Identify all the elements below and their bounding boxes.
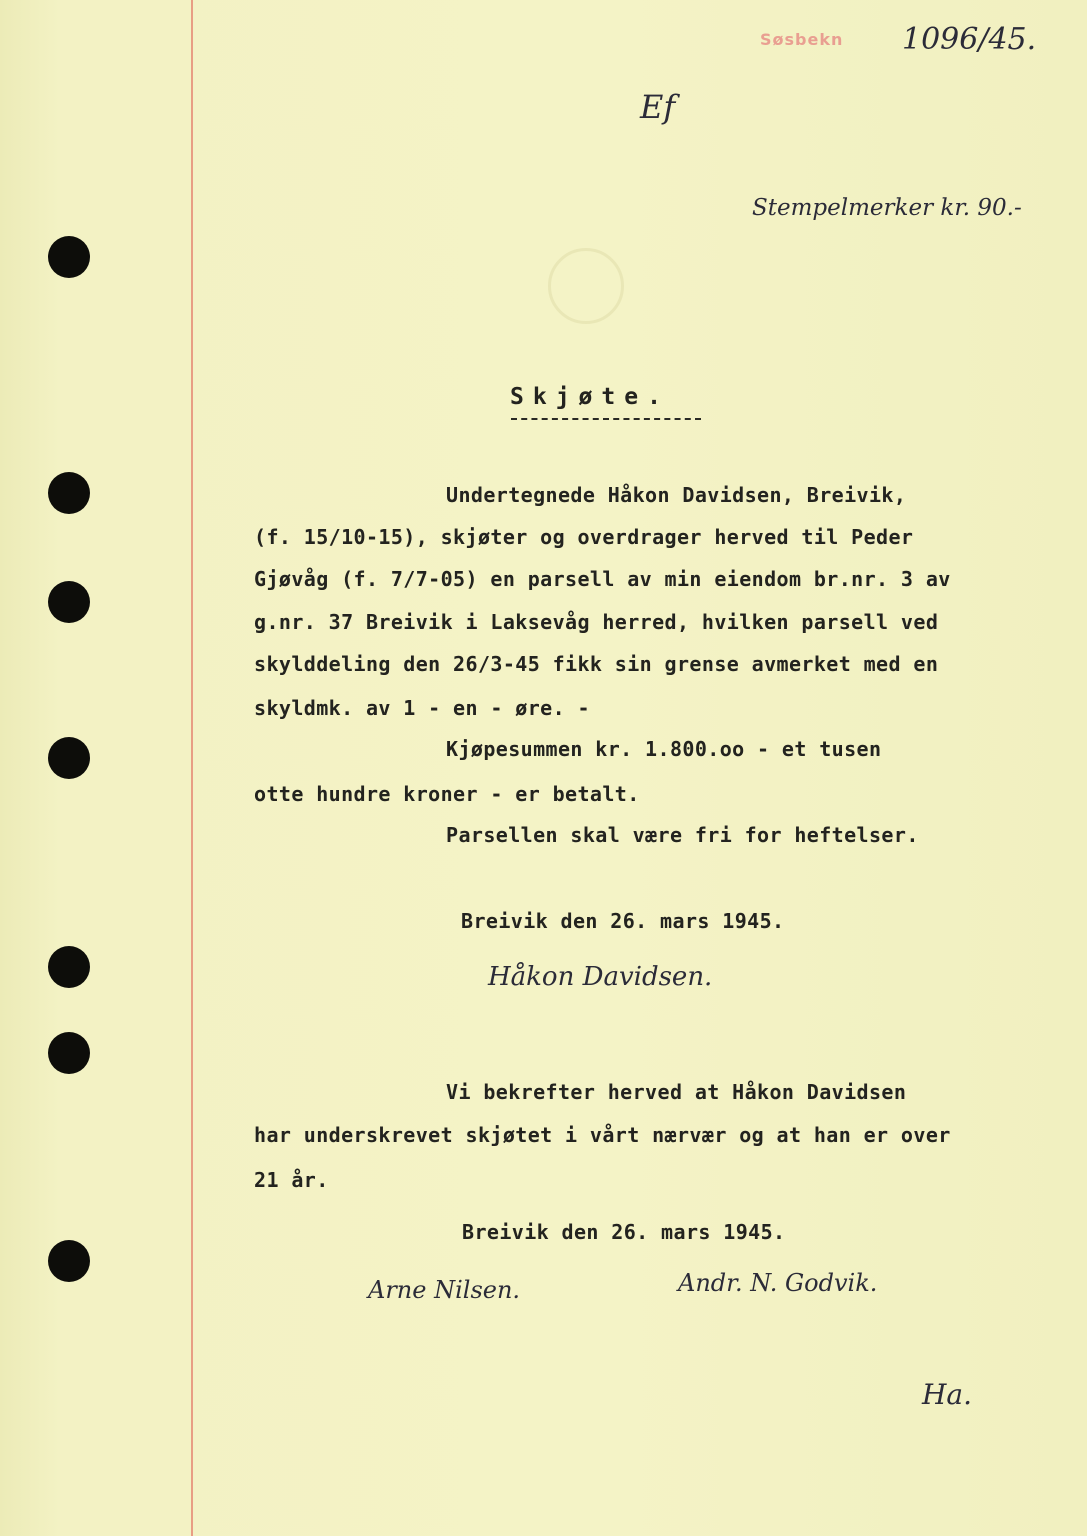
punch-hole: [48, 1032, 90, 1074]
punch-hole: [48, 946, 90, 988]
case-number: 1096/45.: [902, 22, 1037, 57]
witness-line: Vi bekrefter herved at Håkon Davidsen: [446, 1080, 907, 1104]
margin-rule: [191, 0, 193, 1536]
body-line: g.nr. 37 Breivik i Laksevåg herred, hvilken parsell ved: [254, 610, 939, 634]
body-line: skylddeling den 26/3-45 fikk sin grense avmerket med en: [254, 652, 939, 676]
corner-stamp: Søsbekn: [760, 30, 844, 49]
place-date: Breivik den 26. mars 1945.: [461, 909, 785, 933]
faint-seal-watermark: [548, 248, 624, 324]
witness-signature-arne-nilsen: Arne Nilsen.: [368, 1276, 521, 1304]
title-underline: [511, 418, 701, 420]
body-line: Undertegnede Håkon Davidsen, Breivik,: [446, 483, 907, 507]
punch-hole: [48, 472, 90, 514]
body-line: otte hundre kroner - er betalt.: [254, 782, 640, 806]
punch-hole: [48, 1240, 90, 1282]
punch-hole: [48, 236, 90, 278]
place-date: Breivik den 26. mars 1945.: [462, 1220, 786, 1244]
punch-hole: [48, 581, 90, 623]
body-line: Gjøvåg (f. 7/7-05) en parsell av min eiendom br.nr. 3 av: [254, 567, 951, 591]
footer-initials: Ha.: [922, 1378, 973, 1411]
body-line: Parsellen skal være fri for heftelser.: [446, 823, 919, 847]
punch-hole: [48, 737, 90, 779]
top-initials: Ef: [640, 88, 676, 126]
witness-line: 21 år.: [254, 1168, 329, 1192]
stamp-duty-note: Stempelmerker kr. 90.-: [752, 195, 1022, 221]
signature-hakon-davidsen: Håkon Davidsen.: [488, 962, 713, 992]
document-title: Skjøte.: [510, 384, 670, 410]
witness-signature-andr-godvik: Andr. N. Godvik.: [678, 1269, 878, 1297]
body-line: Kjøpesummen kr. 1.800.oo - et tusen: [446, 737, 882, 761]
body-line: (f. 15/10-15), skjøter og overdrager herved til Peder: [254, 525, 914, 549]
witness-line: har underskrevet skjøtet i vårt nærvær og at han er over: [254, 1123, 951, 1147]
body-line: skyldmk. av 1 - en - øre. -: [254, 696, 590, 720]
